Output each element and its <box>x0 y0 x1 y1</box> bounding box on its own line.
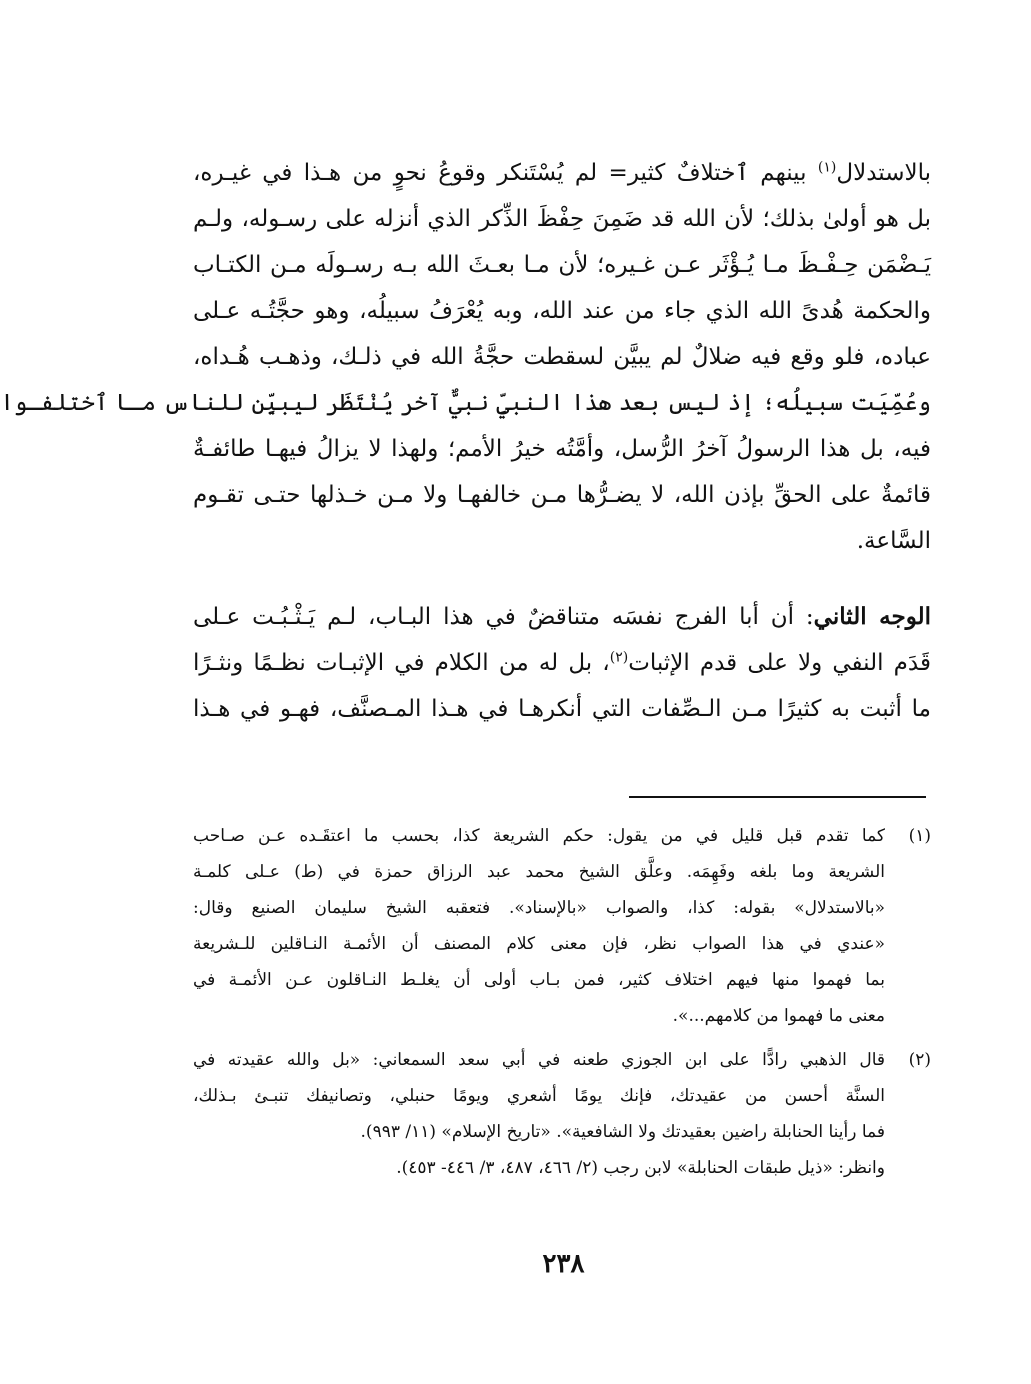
footnote-ref-2[interactable]: (٢) <box>609 649 629 666</box>
text-line: عباده، فلو وقع فيه ضلالٌ لم يبيَّن لسقطت حجَّةُ الله في ذلـك، وذهـب هُـداه، <box>193 344 931 370</box>
text-line: ما أثبت به كثيرًا مـن الـصِّفات التي أنكرهـا في هـذا المـصنَّف، فهـو في هـذا <box>193 696 931 722</box>
text-line: بل هو أولىٰ بذلك؛ لأن الله قد ضَمِنَ حِفْظَ الذِّكر الذي أنزله على رسـوله، ولـم <box>193 206 931 232</box>
text-line: قَدَم النفي ولا على قدم الإثبات$^{(٢)}$، بل له من الكلام في الإثبـات نظـمًا ونثـرًا <box>193 649 931 676</box>
paragraph-2 <box>193 594 931 732</box>
footnote-ref-1[interactable]: (١) <box>817 159 837 176</box>
section-lead: الوجه الثاني <box>813 603 931 630</box>
main-text <box>0 150 931 732</box>
text-line: بالاستدلال$^{(١)}$ بينهم ٱختلافٌ كثير= لم يُسْتَنكر وقوعُ نحوٍ من هـذا في غيـره، <box>193 159 931 186</box>
footnote-line: كما تقدم قبل قليل في من يقول: حكم الشريعة كذا، بحسب ما اعتقَـده عـن صـاحب <box>193 826 885 846</box>
text-line: وعُمِّيَت سبيلُه؛ إذ ليس بعد هذا النبيِّ نبيٌّ آخر يُنْتَظَر ليبيِّن للناس مـا ٱختلفـوا <box>0 390 931 416</box>
paragraph-1 <box>0 150 931 564</box>
footnote-line: «عندي في هذا الصواب نظر، فإن معنى كلام المصنف أن الأئمـة النـاقلين للـشريعة <box>193 934 885 954</box>
footnote-line: بما فهموا منها فيهم اختلاف كثير، فمن بـاب أولى أن يغلـط النـاقلون عـن الأئمـة في <box>193 970 885 990</box>
footnote-line: فما رأينا الحنابلة راضين بعقيدتك ولا الشافعية». «تاريخ الإسلام» (١١/ ٩٩٣). <box>360 1122 885 1142</box>
text-line: فيه، بل هذا الرسولُ آخرُ الرُّسل، وأمَّتُه خيرُ الأمم؛ ولهذا لا يزالُ فيهـا طائفـةٌ <box>193 436 931 462</box>
footnotes <box>193 818 931 1186</box>
footnote-number: (١) <box>908 826 931 846</box>
footnote-2 <box>193 1042 931 1186</box>
footnote-line: وانظر: «ذيل طبقات الحنابلة» لابن رجب (٢/ ٤٦٦، ٤٨٧، ٣/ ٤٤٦- ٤٥٣). <box>396 1158 885 1178</box>
footnote-line: «بالاستدلال» بقوله: كذا، والصواب «بالإسناد». فتعقبه الشيخ سليمان الصنيع وقال: <box>193 898 885 918</box>
footnote-line: الشريعة وما بلغه وفَهِمَه. وعلَّق الشيخ محمد عبد الرزاق حمزة في (ط) عـلى كلمـة <box>193 862 885 882</box>
footnote-spacer <box>193 1034 931 1042</box>
footnote-line: السنَّة أحسن من عقيدتك، فإنك يومًا أشعري ويومًا حنبلي، وتصانيفك تنبـئ بـذلك، <box>193 1086 885 1106</box>
page-number: ٢٣٨ <box>542 1249 585 1279</box>
footnote-1 <box>193 818 931 1034</box>
paragraph-spacer <box>193 564 931 594</box>
text-line: الوجه الثاني: أن أبا الفرج نفسَه متناقضٌ في هذا البـاب، لـم يَـثْـبُـت عـلى <box>193 603 931 630</box>
text-line: قائمةٌ على الحقِّ بإذن الله، لا يضـرُّها مـن خالفهـا ولا مـن خـذلها حتـى تقـوم <box>193 482 931 508</box>
text-line: يَـضْمَن حِـفْـظَ مـا يُـؤْثَر عـن غـيره؛ لأن مـا بعـثَ الله بـه رسـولَه مـن الكتـاب <box>193 252 931 278</box>
text-line: السَّاعة. <box>856 528 931 554</box>
footnote-number: (٢) <box>908 1050 931 1070</box>
footnote-line: معنى ما فهموا من كلامهم...». <box>672 1006 885 1026</box>
footnote-line: قال الذهبي رادًّا على ابن الجوزي طعنه في أبي سعد السمعاني: «بل والله عقيدته في <box>193 1050 885 1070</box>
text-line: والحكمة هُدىً الله الذي جاء من عند الله، وبه يُعْرَفُ سبيلُه، وهو حجَّتُـه عـلى <box>193 298 931 324</box>
footnote-divider <box>629 796 926 798</box>
